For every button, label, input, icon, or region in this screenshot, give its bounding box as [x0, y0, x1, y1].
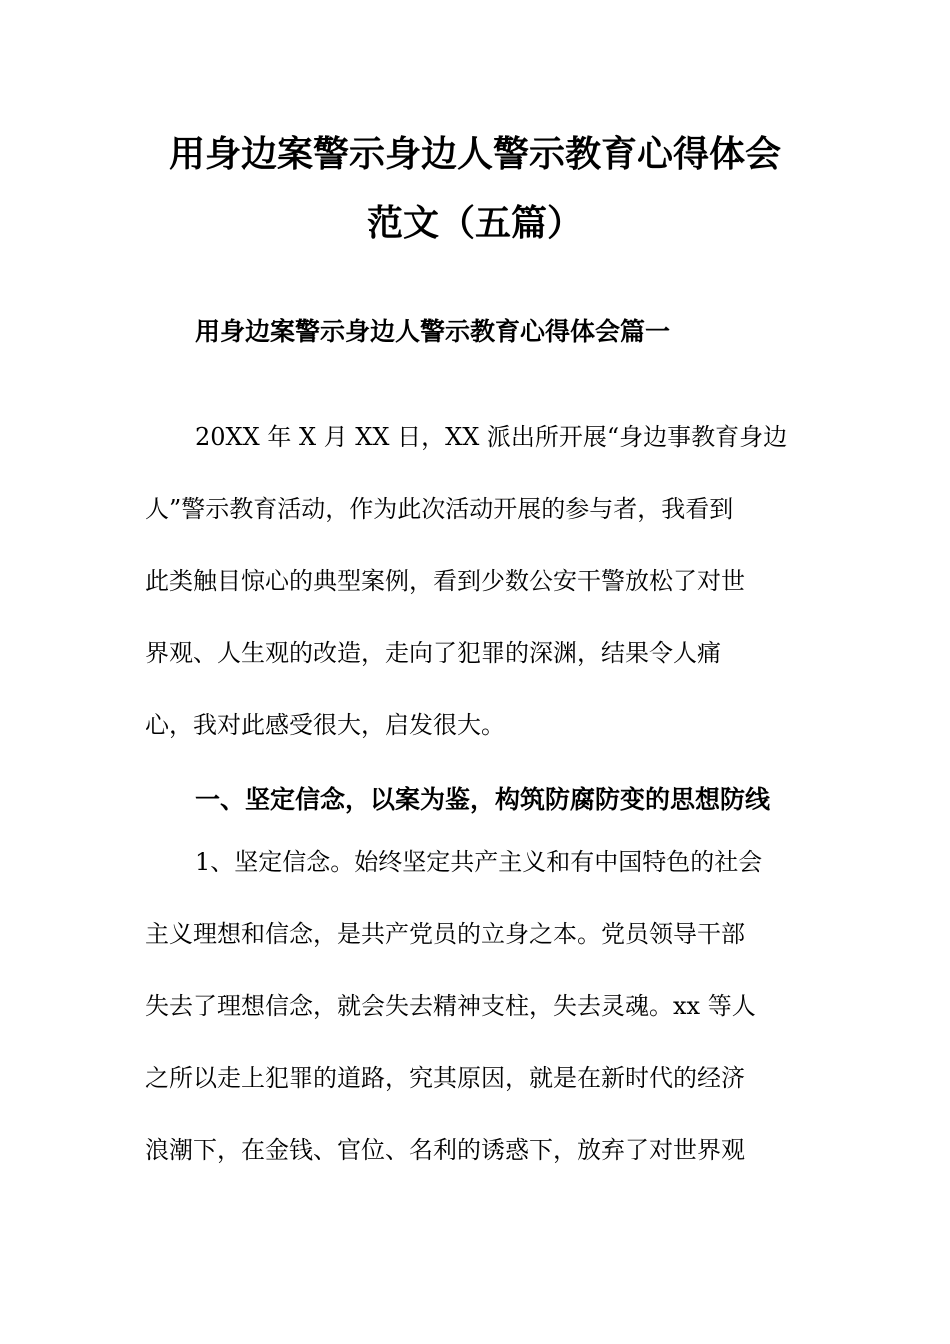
paragraph-line: 此类触目惊心的典型案例，看到少数公安干警放松了对世: [145, 567, 745, 595]
section-heading: 一、坚定信念，以案为鉴，构筑防腐防变的思想防线: [195, 785, 771, 814]
document-title-line-1: 用身边案警示身边人警示教育心得体会: [168, 133, 781, 175]
paragraph-line: 20XX 年 X 月 XX 日，XX 派出所开展“身边事教育身边: [195, 423, 788, 451]
paragraph-line: 之所以走上犯罪的道路，究其原因，就是在新时代的经济: [145, 1064, 745, 1092]
paragraph-line: 主义理想和信念，是共产党员的立身之本。党员领导干部: [145, 920, 745, 948]
paragraph-line: 心，我对此感受很大，启发很大。: [145, 711, 505, 739]
paragraph-line: 浪潮下，在金钱、官位、名利的诱惑下，放弃了对世界观: [145, 1136, 745, 1164]
paragraph-line: 界观、人生观的改造，走向了犯罪的深渊，结果令人痛: [145, 639, 721, 667]
chapter-subtitle: 用身边案警示身边人警示教育心得体会篇一: [195, 317, 671, 346]
paragraph-line: 人”警示教育活动，作为此次活动开展的参与者，我看到: [145, 495, 734, 523]
paragraph-line: 失去了理想信念，就会失去精神支柱，失去灵魂。xx 等人: [145, 992, 756, 1020]
paragraph-line: 1、坚定信念。始终坚定共产主义和有中国特色的社会: [195, 848, 763, 876]
document-title-line-2: 范文（五篇）: [366, 202, 583, 244]
